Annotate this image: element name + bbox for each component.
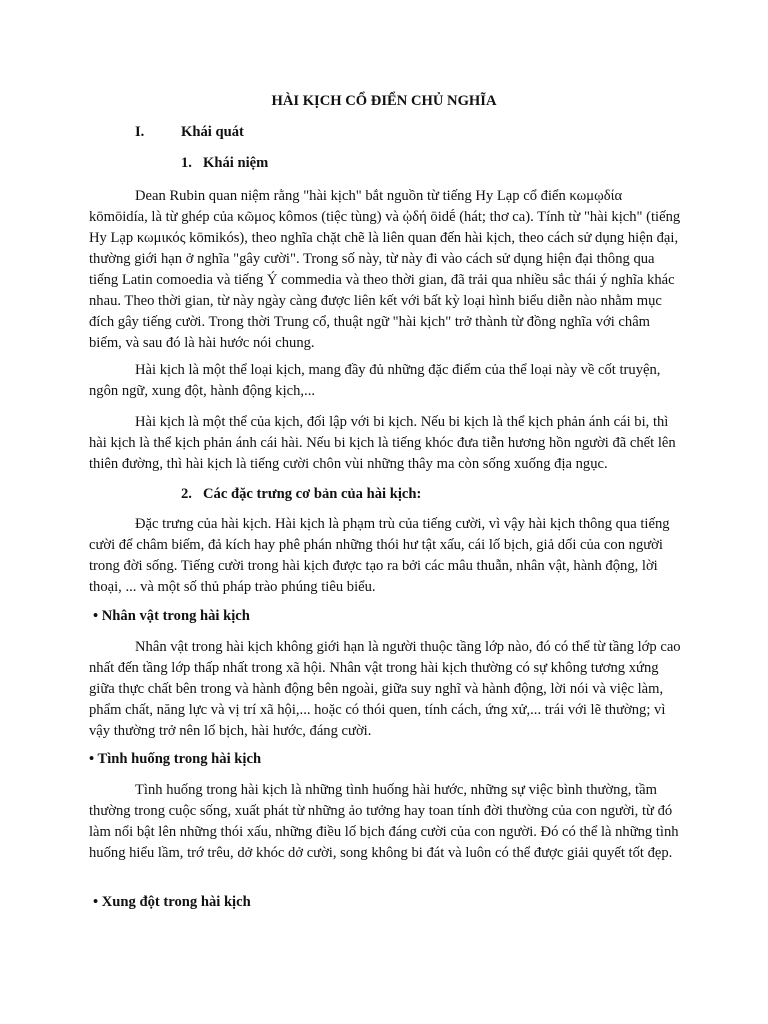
paragraph-contrast: Hài kịch là một thể của kịch, đối lập với bi kịch. Nếu bi kịch là thể kịch phản ánh cái bi, thì hài kịch là thể kịch phản ánh cái hài. Nếu bi kịch là tiếng khóc đưa tiễn hương hồn người đã chết lên thiên đường, thì hài kịch là tiếng cười chôn vùi những thây ma còn sống xuống địa ngục. — [89, 414, 676, 472]
section-number: I. — [135, 124, 145, 140]
paragraph-characteristics: Đặc trưng của hài kịch. Hài kịch là phạm trù của tiếng cười, vì vậy hài kịch thông qua tiếng cười để châm biếm, đả kích hay phê phán những thói hư tật xấu, cái lố bịch, giả dối của con người trong đời sống. Tiếng cười trong hài kịch được tạo ra bởi các mâu thuẫn, nhân vật, hành động, lời thoại, ... và một số thủ pháp trào phúng tiêu biểu. — [89, 516, 670, 595]
paragraph-situations: Tình huống trong hài kịch là những tình huống hài hước, những sự việc bình thường, tầm thường trong cuộc sống, xuất phát từ những ảo tưởng hay toan tính đời thường của con người, từ đó làm nổi bật lên những thói xấu, những điều lố bịch đáng cười của con người. Đó có thể là những tình huống hiểu lầm, trớ trêu, dở khóc dở cười, song không bi đát và luôn có thể được giải quyết tốt đẹp. — [89, 782, 679, 861]
bullet-heading-conflict: • Xung đột trong hài kịch — [93, 894, 251, 910]
subsection-number: 1. — [181, 155, 192, 171]
subsection-heading: Các đặc trưng cơ bản của hài kịch: — [203, 486, 422, 502]
subsection-heading: Khái niệm — [203, 155, 269, 171]
paragraph-characters: Nhân vật trong hài kịch không giới hạn là người thuộc tầng lớp nào, đó có thể từ tầng lớp cao nhất đến tầng lớp thấp nhất trong xã hội. Nhân vật trong hài kịch thường có sự không tương xứng giữa thực chất bên trong và hành động bên ngoài, giữa suy nghĩ và hành động, lời nói và việc làm, phẩm chất, năng lực và vị trí xã hội,... hoặc có thói quen, tính cách, ứng xử,... trái với lẽ thường; vì vậy thường trở nên lố bịch, hài hước, đáng cười. — [89, 639, 681, 739]
subsection-number: 2. — [181, 486, 192, 502]
document-title: HÀI KỊCH CỔ ĐIỂN CHỦ NGHĨA — [271, 93, 497, 109]
bullet-heading-characters: • Nhân vật trong hài kịch — [93, 608, 250, 624]
paragraph-genre: Hài kịch là một thể loại kịch, mang đầy đủ những đặc điểm của thể loại này về cốt truyện, ngôn ngữ, xung đột, hành động kịch,... — [89, 362, 661, 399]
paragraph-definition: Dean Rubin quan niệm rằng "hài kịch" bắt nguồn từ tiếng Hy Lạp cổ điển κωμῳδία kōmōidía, là từ ghép của κῶμος kômos (tiệc tùng) và ᾠδή ōidḗ (hát; thơ ca). Tính từ "hài kịch" (tiếng Hy Lạp κωμικός kōmikós), theo nghĩa chặt chẽ là liên quan đến hài kịch, theo cách sử dụng hiện đại, thường giới hạn ở nghĩa "gây cười". Trong số này, từ này đi vào cách sử dụng hiện đại thông qua tiếng Latin comoedia và tiếng Ý commedia và theo thời gian, đã trải qua nhiều sắc thái ý nghĩa khác nhau. Theo thời gian, từ này ngày càng được liên kết với bất kỳ loại hình biểu diễn nào nhằm mục đích gây tiếng cười. Trong thời Trung cổ, thuật ngữ "hài kịch" trở thành từ đồng nghĩa với châm biếm, và sau đó là hài hước nói chung. — [89, 188, 681, 351]
section-heading: Khái quát — [181, 124, 244, 140]
bullet-heading-situations: • Tình huống trong hài kịch — [89, 751, 262, 767]
